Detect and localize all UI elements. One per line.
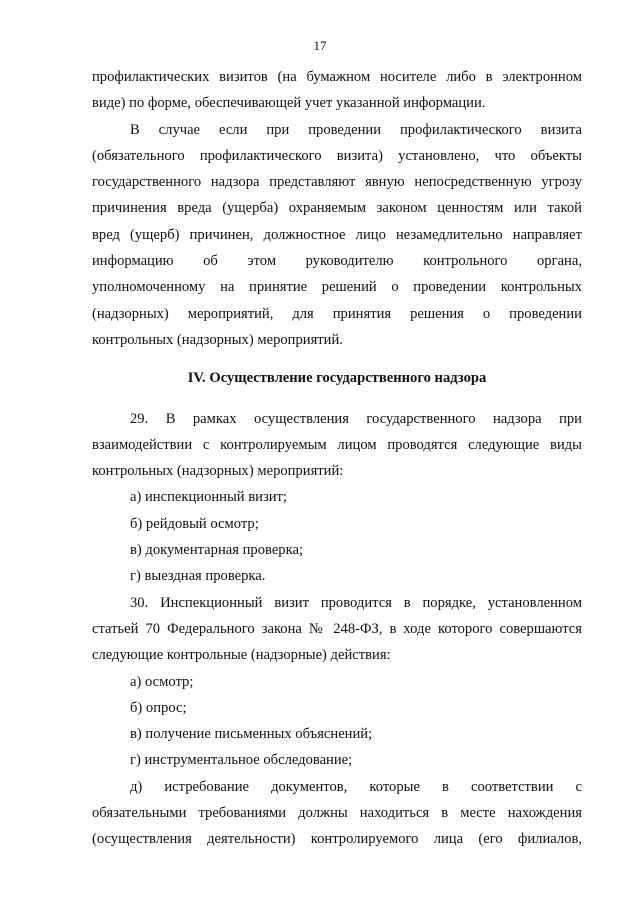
text-line: В случае если при проведении профилактического визита	[130, 121, 582, 138]
list-item: в) документарная проверка;	[130, 542, 303, 559]
section-heading: IV. Осуществление государственного надзора	[187, 370, 487, 387]
text-line: профилактических визитов (на бумажном носителе либо в электронном	[92, 69, 582, 85]
text-line: причинения вреда (ущерба) охраняемым законом ценностям или такой	[92, 200, 582, 217]
text-line: обязательными требованиями должны находиться в месте нахождения	[92, 805, 582, 822]
text-line: д) истребование документов, которые в соответствии с	[130, 778, 582, 795]
text-line: (надзорных) мероприятий, для принятия решения о проведении	[92, 305, 582, 322]
list-item: а) инспекционный визит;	[130, 489, 287, 506]
text-line: информацию об этом руководителю контрольного органа,	[92, 253, 582, 270]
list-item: б) опрос;	[130, 699, 187, 716]
text-line: (осуществления деятельности) контролируемого лица (его филиалов,	[92, 831, 582, 848]
text-line: уполномоченному на принятие решений о проведении контрольных	[92, 279, 582, 296]
page-number: 17	[313, 38, 327, 53]
text-line: 30. Инспекционный визит проводится в порядке, установленном	[130, 594, 582, 611]
document-body	[92, 64, 582, 853]
text-line: взаимодействии с контролируемым лицом проводятся следующие виды	[92, 436, 582, 453]
list-item: г) выездная проверка.	[130, 568, 266, 585]
list-item: г) инструментальное обследование;	[130, 752, 353, 769]
list-item: в) получение письменных объяснений;	[130, 726, 373, 743]
text-line: статьей 70 Федерального закона № 248-ФЗ, в ходе которого совершаются	[92, 620, 582, 637]
list-item: б) рейдовый осмотр;	[130, 515, 259, 532]
text-line: контрольных (надзорных) мероприятий:	[92, 463, 344, 480]
text-line: следующие контрольные (надзорные) действия:	[92, 647, 391, 664]
text-line: 29. В рамках осуществления государственного надзора при	[130, 410, 582, 427]
list-item: а) осмотр;	[130, 673, 194, 690]
text-line: (обязательного профилактического визита) установлено, что объекты	[92, 147, 582, 164]
text-line: контрольных (надзорных) мероприятий.	[92, 331, 343, 348]
text-line: виде) по форме, обеспечивающей учет указанной информации.	[92, 95, 486, 112]
text-line: вред (ущерб) причинен, должностное лицо незамедлительно направляет	[92, 226, 582, 243]
text-line: государственного надзора представляют явную непосредственную угрозу	[92, 174, 582, 191]
